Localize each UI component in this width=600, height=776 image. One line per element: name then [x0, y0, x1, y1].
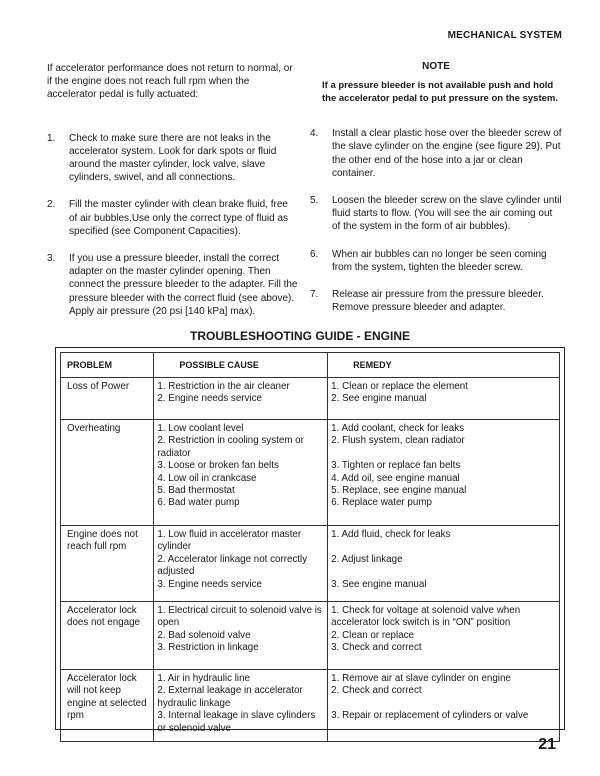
remedy-item: 3. Repair or replacement of cylinders or valve — [331, 710, 529, 722]
cause-cell — [154, 670, 328, 742]
problem-cell: Overheating — [61, 420, 154, 526]
step-7 — [310, 288, 562, 314]
remedy-item: 1. Check for voltage at solenoid valve when accelerator lock switch is in “ON” position — [331, 605, 521, 629]
cause-item: 1. Air in hydraulic line — [157, 673, 250, 684]
step-text: Loosen the bleeder screw on the slave cylinder until fluid starts to flow. (You will see the air coming out of the system in the form of air bubbles). — [332, 195, 562, 233]
cause-item: 1. Low coolant level — [157, 423, 244, 434]
cause-item: 2. Accelerator linkage not correctly adjusted — [157, 553, 308, 578]
step-1 — [47, 132, 299, 185]
note-body: If a pressure bleeder is not available push and hold the accelerator pedal to put pressure on the system. — [322, 80, 558, 105]
line-spacer — [331, 698, 556, 710]
table-row — [61, 670, 560, 742]
section-header: MECHANICAL SYSTEM — [447, 30, 562, 41]
remedy-item: 4. Add oil, see engine manual — [331, 472, 460, 484]
table-header-row — [61, 353, 560, 378]
cause-item: 2. Restriction in cooling system or radiator — [157, 435, 304, 459]
step-text: Release air pressure from the pressure bleeder. Remove pressure bleeder and adapter. — [332, 289, 544, 314]
step-text: Fill the master cylinder with clean brake fluid, free of air bubbles.Use only the correct type of fluid as specified (see Component Capacities). — [69, 199, 289, 237]
step-5 — [310, 194, 562, 234]
cause-cell — [154, 420, 328, 526]
step-number: 6. — [310, 248, 319, 260]
step-text: If you use a pressure bleeder, install the correct adapter on the master cylinder opening. Then connect the pressure bleeder to the adapter. Fill the pressure bleeder with the correct fluid (see above). Apply air pressure (20 psi [140 kPa] max). — [69, 253, 298, 317]
line-spacer — [331, 566, 556, 578]
cause-cell — [154, 378, 328, 420]
intro-paragraph: If accelerator performance does not return to normal, or if the engine does not reach full rpm when the accelerator pedal is fully actuated: — [47, 63, 293, 101]
remedy-cell — [328, 378, 560, 420]
problem-cell: Accelerator lock does not engage — [61, 602, 154, 670]
header-problem: PROBLEM — [61, 353, 154, 378]
remedy-cell — [328, 526, 560, 602]
troubleshooting-table — [60, 352, 560, 742]
remedy-item: 3. See engine manual — [331, 578, 427, 590]
problem-cell: Loss of Power — [61, 378, 154, 420]
remedy-cell — [328, 670, 560, 742]
remedy-cell — [328, 602, 560, 670]
step-text: Install a clear plastic hose over the bleeder screw of the slave cylinder on the engine (see figure 29). Put the other end of the hose into a jar or clean container. — [332, 128, 562, 179]
remedy-item: 5. Replace, see engine manual — [331, 485, 467, 497]
step-number: 7. — [310, 289, 319, 301]
table-title: TROUBLESHOOTING GUIDE - ENGINE — [189, 329, 410, 343]
step-4 — [310, 127, 562, 180]
remedy-item: 2. Flush system, clean radiator — [331, 435, 465, 447]
table-row — [61, 420, 560, 526]
remedy-item: 6. Replace water pump — [331, 497, 432, 509]
table-row — [61, 378, 560, 420]
cause-item: 4. Low oil in crankcase — [157, 472, 257, 484]
step-number: 2. — [47, 199, 56, 211]
step-number: 5. — [310, 195, 319, 207]
cause-cell — [154, 602, 328, 670]
remedy-item: 2. Clean or replace — [331, 629, 414, 641]
table-row — [61, 602, 560, 670]
step-6 — [310, 248, 562, 274]
right-column — [310, 60, 562, 328]
cause-item: 3. Loose or broken fan belts — [157, 460, 279, 472]
step-number: 1. — [47, 132, 56, 144]
step-text: When air bubbles can no longer be seen coming from the system, tighten the bleeder screw. — [332, 248, 547, 273]
table-row — [61, 526, 560, 602]
remedy-item: 3. Check and correct — [331, 642, 422, 654]
line-spacer — [331, 541, 556, 553]
problem-cell: Accelerator lock will not keep engine at selected rpm — [61, 670, 154, 742]
cause-item: 1. Low fluid in accelerator master cylinder — [157, 529, 302, 553]
cause-item: 3. Engine needs service — [157, 578, 262, 590]
step-number: 3. — [47, 253, 56, 265]
problem-cell: Engine does not reach full rpm — [61, 526, 154, 602]
line-spacer — [331, 448, 556, 460]
remedy-cell — [328, 420, 560, 526]
page-number: 21 — [538, 736, 556, 753]
step-3 — [47, 252, 299, 318]
remedy-item: 1. Clean or replace the element — [331, 381, 468, 392]
cause-item: 1. Restriction in the air cleaner — [157, 381, 290, 392]
remedy-item: 1. Add coolant, check for leaks — [331, 423, 465, 434]
cause-item: 3. Internal leakage in slave cylinders or solenoid valve — [157, 710, 316, 734]
remedy-item: 1. Remove air at slave cylinder on engine — [331, 673, 511, 684]
remedy-item: 2. Adjust linkage — [331, 553, 403, 565]
step-text: Check to make sure there are not leaks in the accelerator system. Look for dark spots or fluid around the master cylinder, lock valve, slave cylinders, swivel, and all connections. — [69, 132, 277, 184]
troubleshooting-guide — [55, 347, 565, 734]
remedy-item: 2. Check and correct — [331, 685, 422, 697]
cause-item: 1. Electrical circuit to solenoid valve is open — [157, 605, 322, 629]
header-cause: POSSIBLE CAUSE — [154, 353, 328, 378]
header-remedy: REMEDY — [328, 353, 560, 378]
step-number: 4. — [310, 128, 319, 140]
cause-item: 2. External leakage in accelerator hydraulic linkage — [157, 685, 303, 709]
note-title: NOTE — [422, 61, 450, 72]
cause-item: 3. Restriction in linkage — [157, 642, 259, 654]
cause-cell — [154, 526, 328, 602]
remedy-item: 3. Tighten or replace fan belts — [331, 460, 461, 472]
remedy-item: 2. See engine manual — [331, 393, 427, 405]
cause-item: 5. Bad thermostat — [157, 485, 235, 497]
cause-item: 6. Bad water pump — [157, 497, 240, 509]
left-column — [47, 62, 299, 332]
cause-item: 2. Engine needs service — [157, 393, 262, 405]
remedy-item: 1. Add fluid, check for leaks — [331, 529, 451, 540]
step-2 — [47, 198, 299, 238]
cause-item: 2. Bad solenoid valve — [157, 629, 251, 641]
